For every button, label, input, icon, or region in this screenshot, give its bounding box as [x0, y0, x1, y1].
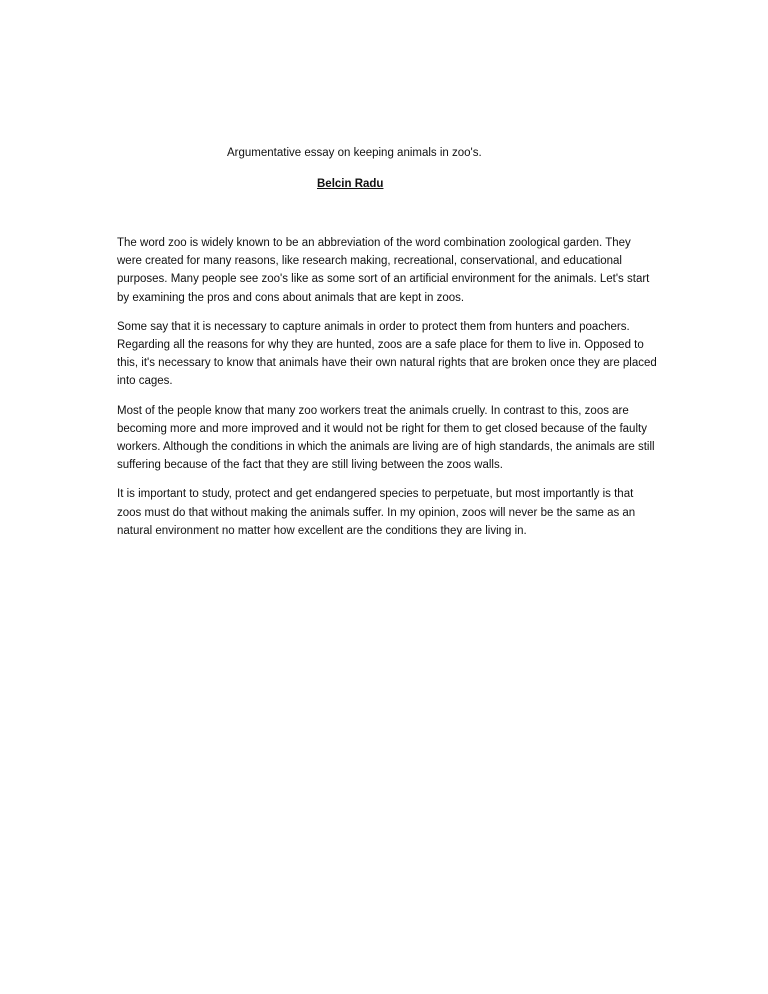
paragraph-2: Some say that it is necessary to capture animals in order to protect them from hunters and poachers. Regarding all the reasons for why they are hunted, zoos are a safe place for them to live in. Opposed to this, it's necessary to know that animals have their own natural rights that are broken once they are placed into cages. [117, 320, 657, 388]
document-title: Argumentative essay on keeping animals in zoo's. [227, 147, 482, 159]
paragraph-3: Most of the people know that many zoo workers treat the animals cruelly. In contrast to this, zoos are becoming more and more improved and it would not be right for them to get closed because of the faulty workers. Although the conditions in which the animals are living are of high standards, the animals are still suffering because of the fact that they are still living between the zoos walls. [117, 404, 655, 472]
paragraph-1: The word zoo is widely known to be an abbreviation of the word combination zoological garden. They were created for many reasons, like research making, recreational, conservational, and educational purposes. Many people see zoo's like as some sort of an artificial environment for the animals. Let's start by examining the pros and cons about animals that are kept in zoos. [117, 237, 650, 304]
paragraph-4: It is important to study, protect and get endangered species to perpetuate, but most importantly is that zoos must do that without making the animals suffer. In my opinion, zoos will never be the same as an natural environment no matter how excellent are the conditions they are living in. [117, 488, 636, 537]
author-name: Belcin Radu [317, 178, 384, 190]
essay-body [117, 234, 658, 551]
